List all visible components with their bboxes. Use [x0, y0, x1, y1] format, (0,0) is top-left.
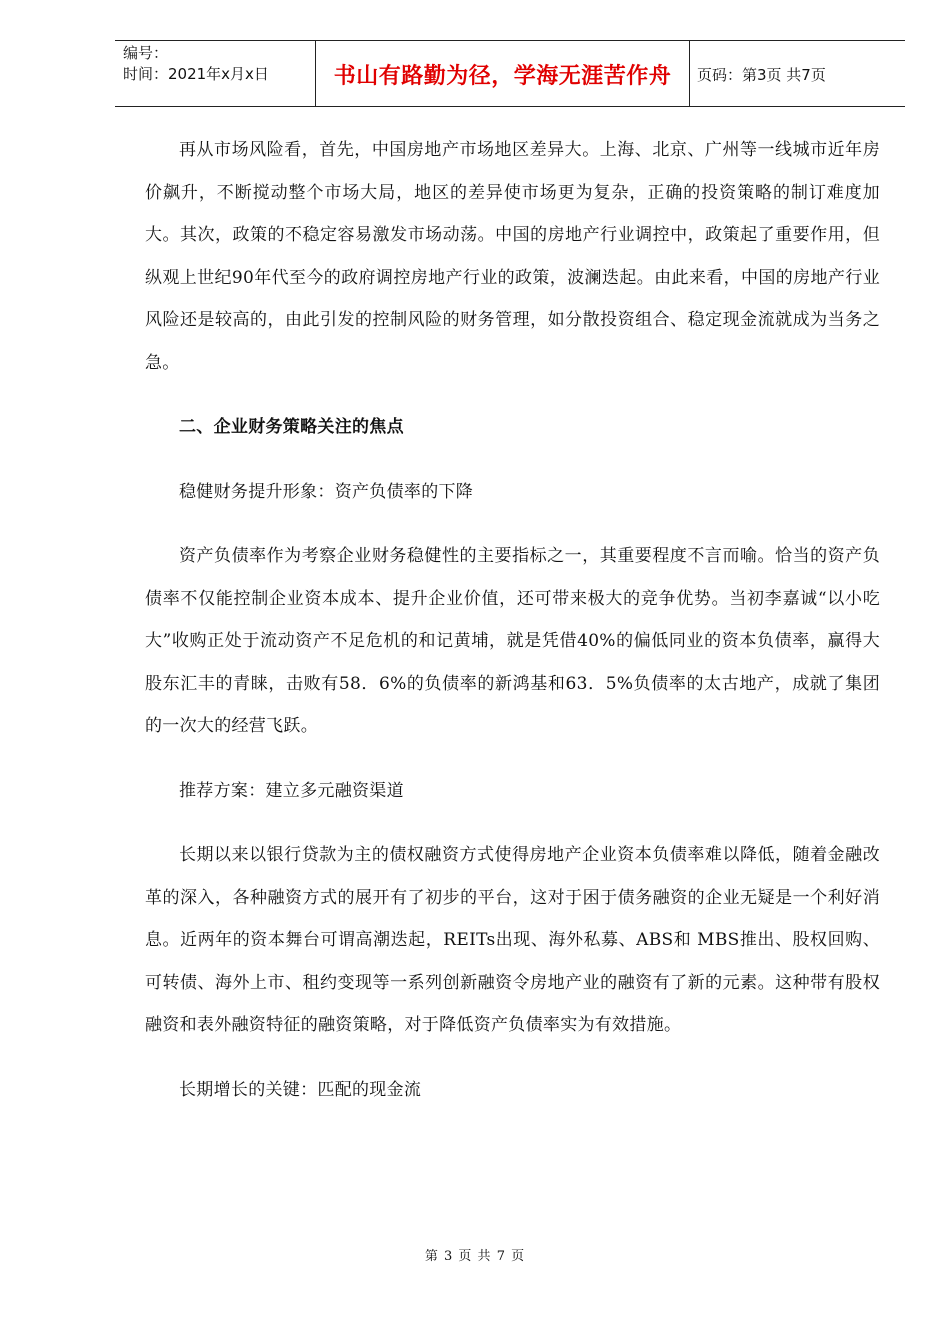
- paragraph-debt-ratio: 资产负债率作为考察企业财务稳健性的主要指标之一，其重要程度不言而喻。恰当的资产负债率不仅能控制企业资本成本、提升企业价值，还可带来极大的竞争优势。当初李嘉诚“以小吃大”收购正处于流动资产不足危机的和记黄埔，就是凭借40%的偏低同业的资本负债率，赢得大股东汇丰的青睐，击败有58．6%的负债率的新鸿基和63．5%负债率的太古地产，成就了集团的一次大的经营飞跃。: [145, 546, 880, 736]
- spacer: [145, 449, 880, 471]
- page-footer: 第 3 页 共 7 页: [424, 1249, 526, 1264]
- header-page-number: 页码：第3页 共7页: [697, 65, 826, 84]
- header-meta: [123, 43, 313, 85]
- section-heading: 二、企业财务策略关注的焦点: [179, 417, 404, 437]
- spacer: [145, 384, 880, 406]
- spacer: [145, 513, 880, 535]
- page-header: [115, 40, 905, 107]
- document-number-label: 编号：: [123, 44, 169, 62]
- subheading-cash-flow: 长期增长的关键：匹配的现金流: [179, 1079, 422, 1100]
- header-divider-right: [689, 41, 690, 107]
- spacer: [145, 812, 880, 834]
- subheading-financing: 推荐方案：建立多元融资渠道: [179, 780, 404, 801]
- subheading-debt-ratio: 稳健财务提升形象：资产负债率的下降: [179, 481, 474, 502]
- paragraph-market-risk: 再从市场风险看，首先，中国房地产市场地区差异大。上海、北京、广州等一线城市近年房价飙升，不断搅动整个市场大局，地区的差异使市场更为复杂，正确的投资策略的制订难度加大。其次，政策的不稳定容易激发市场动荡。中国的房地产行业调控中，政策起了重要作用，但纵观上世纪90年代至今的政府调控房地产行业的政策，波澜迭起。由此来看，中国的房地产行业风险还是较高的，由此引发的控制风险的财务管理，如分散投资组合、稳定现金流就成为当务之急。: [145, 140, 880, 373]
- paragraph-financing: 长期以来以银行贷款为主的债权融资方式使得房地产企业资本负债率难以降低，随着金融改革的深入，各种融资方式的展开有了初步的平台，这对于困于债务融资的企业无疑是一个利好消息。近两年的资本舞台可谓高潮迭起，REITs出现、海外私募、ABS和 MBS推出、股权回购、可转债、海外上市、租约变现等一系列创新融资令房地产业的融资有了新的元素。这种带有股权融资和表外融资特征的融资策略，对于降低资产负债率实为有效措施。: [145, 845, 880, 1035]
- document-body: [145, 129, 880, 1111]
- header-motto: 书山有路勤为径，学海无涯苦作舟: [333, 63, 672, 89]
- spacer: [145, 1047, 880, 1069]
- document-time-label: 时间：2021年x月x日: [123, 65, 269, 83]
- spacer: [145, 748, 880, 770]
